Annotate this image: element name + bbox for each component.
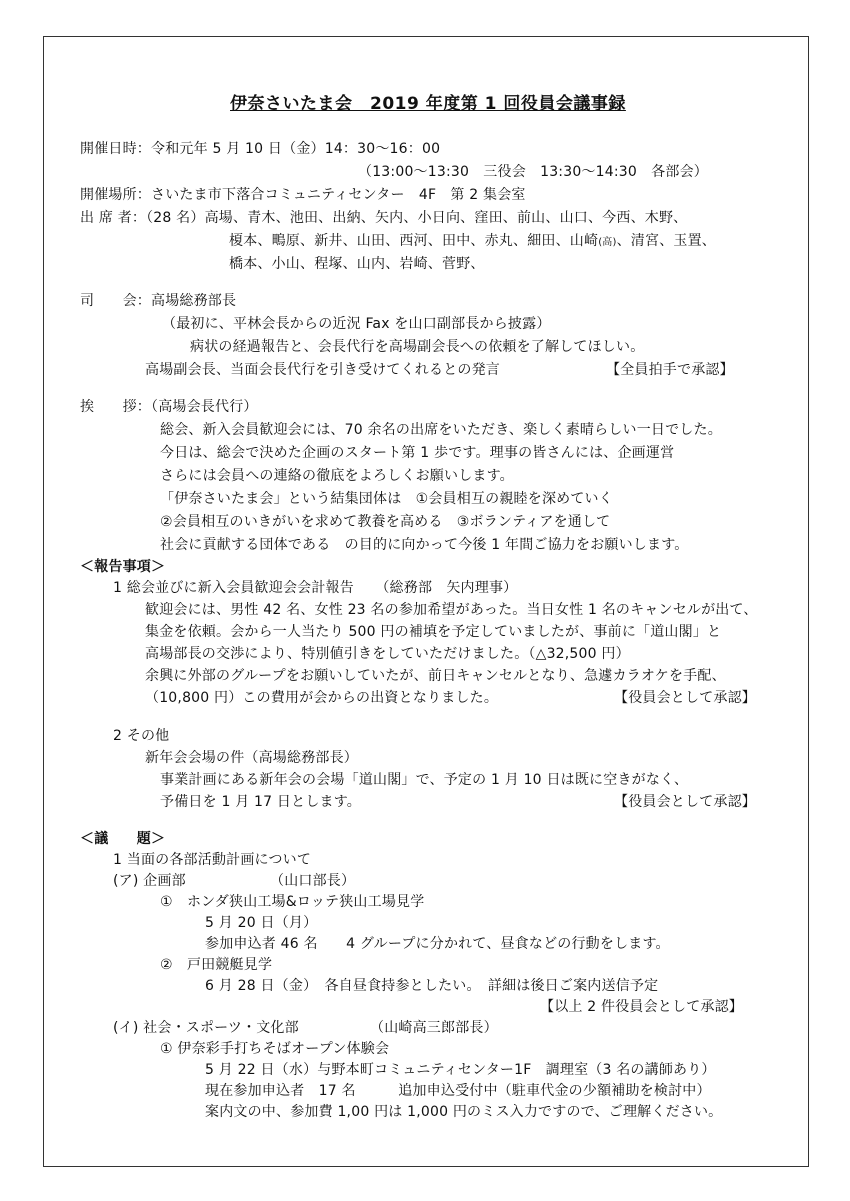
agenda-a-approval-note: 【以上 2 件役員会として承認】 <box>540 999 744 1015</box>
greeting-line-5: 「伊奈さいたま会」という結集団体は ①会員相互の親睦を深めていく <box>160 491 613 507</box>
report-item-2-subtitle: 新年会会場の件（高場総務部長） <box>145 750 358 766</box>
agenda-section-a-title: (ア) 企画部 <box>113 873 186 889</box>
agenda-b1-title: ① 伊奈彩手打ちそばオープン体験会 <box>160 1041 390 1057</box>
report-item-2-line-1: 事業計画にある新年会の会場「道山閣」で、予定の 1 月 10 日は既に空きがなく、 <box>160 772 689 788</box>
report-item-1-approval-note: 【役員会として承認】 <box>614 690 756 706</box>
report-item-1-line-4: 余興に外部のグループをお願いしていたが、前日キャンセルとなり、急遽カラオケを手配、 <box>145 668 726 684</box>
agenda-a1-detail: 参加申込者 46 名 4 グループに分かれて、昼食などの行動をします。 <box>205 936 670 952</box>
report-item-1-line-3: 高場部長の交渉により、特別値引きをしていただけました。（△32,500 円） <box>145 646 630 662</box>
agenda-section-b-lead: （山崎高三郎部長） <box>370 1020 498 1036</box>
greeting-line-3: 今日は、総会で決めた企画のスタート第 1 歩です。理事の皆さんには、企画運営 <box>160 445 675 461</box>
document-title: 伊奈さいたま会 2019 年度第 1 回役員会議事録 <box>230 94 626 114</box>
attendees-line-1: 出 席 者：（28 名）高場、青木、池田、出納、矢内、小日向、窪田、前山、山口、今西、木野、 <box>80 210 688 226</box>
agenda-b1-line-1: 5 月 22 日（水）与野本町コミュニティセンター1F 調理室（3 名の講師あり） <box>205 1062 716 1078</box>
meeting-schedule: （13:00～13:30 三役会 13:30～14:30 各部会） <box>358 164 708 180</box>
report-item-1-line-5: （10,800 円）この費用が会からの出資となりました。 <box>145 690 499 706</box>
report-item-1-title: 1 総会並びに新入会員歓迎会会計報告 （総務部 矢内理事） <box>113 580 518 596</box>
report-item-2-line-2: 予備日を 1 月 17 日とします。 <box>160 794 362 810</box>
agenda-heading: ＜議 題＞ <box>80 831 166 847</box>
chair-line-4: 高場副会長、当面会長代行を引き受けてくれるとの発言 <box>145 362 500 378</box>
attendees-names: 榎本、鴫原、新井、山田、西河、田中、赤丸、細田、山崎 <box>229 233 599 249</box>
report-heading: ＜報告事項＞ <box>80 559 166 575</box>
agenda-section-a-lead: （山口部長） <box>270 873 356 889</box>
greeting-heading: 挨 拶：（高場会長代行） <box>80 399 258 415</box>
attendees-small-note: (高) <box>598 237 617 248</box>
greeting-line-6: ②会員相互のいきがいを求めて教養を高める ③ボランティアを通して <box>160 514 611 530</box>
agenda-a2-detail: 6 月 28 日（金） 各自昼食持参としたい。 詳細は後日ご案内送信予定 <box>205 978 659 994</box>
report-item-2-title: 2 その他 <box>113 728 170 744</box>
agenda-a1-title: ① ホンダ狭山工場&ロッテ狭山工場見学 <box>160 894 425 910</box>
agenda-item-1: 1 当面の各部活動計画について <box>113 852 312 868</box>
greeting-line-4: さらには会員への連絡の徹底をよろしくお願いします。 <box>160 468 514 484</box>
chair-line-3: 病状の経過報告と、会長代行を高場副会長への依頼を了解してほしい。 <box>190 339 645 355</box>
agenda-b1-line-2: 現在参加申込者 17 名 追加申込受付中（駐車代金の少額補助を検討中） <box>205 1083 711 1099</box>
attendees-names-rest: 、清宮、玉置、 <box>616 233 717 249</box>
greeting-line-7: 社会に貢献する団体である の目的に向かって今後 1 年間ご協力をお願いします。 <box>160 537 689 553</box>
meeting-place: 開催場所：さいたま市下落合コミュニティセンター 4F 第 2 集会室 <box>80 187 526 203</box>
agenda-a2-title: ② 戸田競艇見学 <box>160 957 273 973</box>
chair-heading: 司 会：高場総務部長 <box>80 293 237 309</box>
report-item-2-approval-note: 【役員会として承認】 <box>614 794 756 810</box>
attendees-line-3: 橋本、小山、程塚、山内、岩崎、菅野、 <box>229 256 485 272</box>
chair-line-2: （最初に、平林会長からの近況 Fax を山口副部長から披露） <box>162 316 551 332</box>
meeting-date: 開催日時：令和元年 5 月 10 日（金）14：30～16：00 <box>80 141 441 157</box>
attendees-line-2 <box>229 232 716 252</box>
greeting-line-2: 総会、新入会員歓迎会には、70 余名の出席をいただき、楽しく素晴らしい一日でした。 <box>160 422 722 438</box>
agenda-b1-line-3: 案内文の中、参加費 1,00 円は 1,000 円のミス入力ですので、ご理解ください。 <box>205 1104 723 1120</box>
report-item-1-line-2: 集金を依頼。会から一人当たり 500 円の補填を予定していましたが、事前に「道山閣」と <box>145 624 722 640</box>
agenda-section-b-title: (イ) 社会・スポーツ・文化部 <box>113 1020 299 1036</box>
chair-approval-note: 【全員拍手で承認】 <box>606 362 734 378</box>
agenda-a1-date: 5 月 20 日（月） <box>205 915 318 931</box>
report-item-1-line-1: 歓迎会には、男性 42 名、女性 23 名の参加希望があった。当日女性 1 名のキャンセルが出て、 <box>145 602 758 618</box>
